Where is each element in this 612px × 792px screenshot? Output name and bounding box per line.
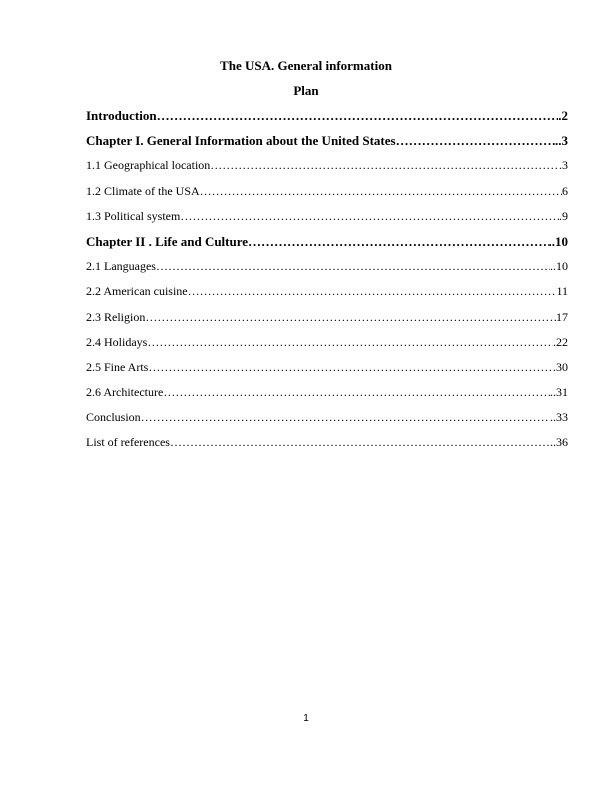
toc-entry-label: List of references bbox=[86, 435, 170, 450]
toc-entry-label: 2.3 Religion bbox=[86, 309, 146, 324]
toc-entry-label: 2.1 Languages bbox=[86, 259, 156, 274]
toc-entry bbox=[86, 380, 568, 405]
toc-entry-page: .2 bbox=[558, 108, 568, 123]
toc-entry bbox=[86, 430, 568, 455]
toc-entry-page: ..10 bbox=[550, 259, 568, 274]
toc-entry-page: .9 bbox=[559, 208, 568, 223]
toc-dot-leader bbox=[210, 153, 559, 178]
toc-entry-page: 30 bbox=[556, 359, 568, 374]
toc-entry-label: 2.4 Holidays bbox=[86, 334, 148, 349]
toc-entry-page: .22 bbox=[553, 334, 568, 349]
toc-entry-page: ..3 bbox=[555, 133, 568, 149]
toc-entry bbox=[86, 179, 568, 204]
toc-entry-label: Chapter I. General Information about the United States bbox=[86, 133, 396, 149]
toc-entry-label: Chapter II . Life and Culture bbox=[86, 233, 249, 249]
toc-entry-page: 6 bbox=[562, 183, 568, 198]
toc-dot-leader bbox=[145, 305, 556, 330]
toc-entry-page: ..36 bbox=[550, 435, 568, 450]
toc-entry bbox=[86, 405, 568, 430]
toc-entry bbox=[86, 254, 568, 279]
toc-entry-label: 1.1 Geographical location bbox=[86, 158, 211, 173]
toc-entry-label: 1.3 Political system bbox=[86, 208, 181, 223]
toc-entry-page: ..33 bbox=[550, 410, 568, 425]
toc-entry-page: ..10 bbox=[548, 233, 568, 249]
toc-entry-label: 2.6 Architecture bbox=[86, 385, 164, 400]
toc-entry-label: Conclusion bbox=[86, 410, 141, 425]
toc-entry bbox=[86, 330, 568, 355]
toc-entry bbox=[86, 279, 568, 304]
toc-entry-label: Introduction bbox=[86, 108, 157, 123]
toc-entry bbox=[86, 103, 568, 128]
toc-dot-leader bbox=[147, 330, 553, 355]
toc-entry-page: .3 bbox=[559, 158, 568, 173]
toc-entry bbox=[86, 305, 568, 330]
toc-entry bbox=[86, 153, 568, 178]
toc-entry-label: 1.2 Climate of the USA bbox=[86, 183, 200, 198]
toc-dot-leader bbox=[148, 355, 556, 380]
toc-dot-leader bbox=[248, 229, 548, 254]
toc-dot-leader bbox=[170, 430, 550, 455]
toc-dot-leader bbox=[200, 179, 562, 204]
toc-entry bbox=[86, 355, 568, 380]
toc-entry-page: 11 bbox=[556, 284, 568, 299]
toc-entry-page: 17 bbox=[556, 309, 568, 324]
toc-entry bbox=[86, 128, 568, 153]
toc-dot-leader bbox=[157, 103, 559, 128]
table-of-contents bbox=[86, 103, 568, 456]
toc-entry-label: 2.2 American cuisine bbox=[86, 284, 188, 299]
page-number: 1 bbox=[303, 713, 309, 724]
document-title: The USA. General information bbox=[220, 58, 392, 73]
toc-entry-page: ..31 bbox=[550, 385, 568, 400]
toc-entry bbox=[86, 229, 568, 254]
toc-dot-leader bbox=[163, 380, 550, 405]
toc-dot-leader bbox=[156, 254, 550, 279]
toc-dot-leader bbox=[180, 204, 559, 229]
toc-dot-leader bbox=[188, 279, 557, 304]
toc-entry bbox=[86, 204, 568, 229]
toc-entry-label: 2.5 Fine Arts bbox=[86, 359, 149, 374]
toc-dot-leader bbox=[396, 128, 555, 153]
plan-heading: Plan bbox=[293, 83, 319, 98]
toc-dot-leader bbox=[141, 405, 550, 430]
